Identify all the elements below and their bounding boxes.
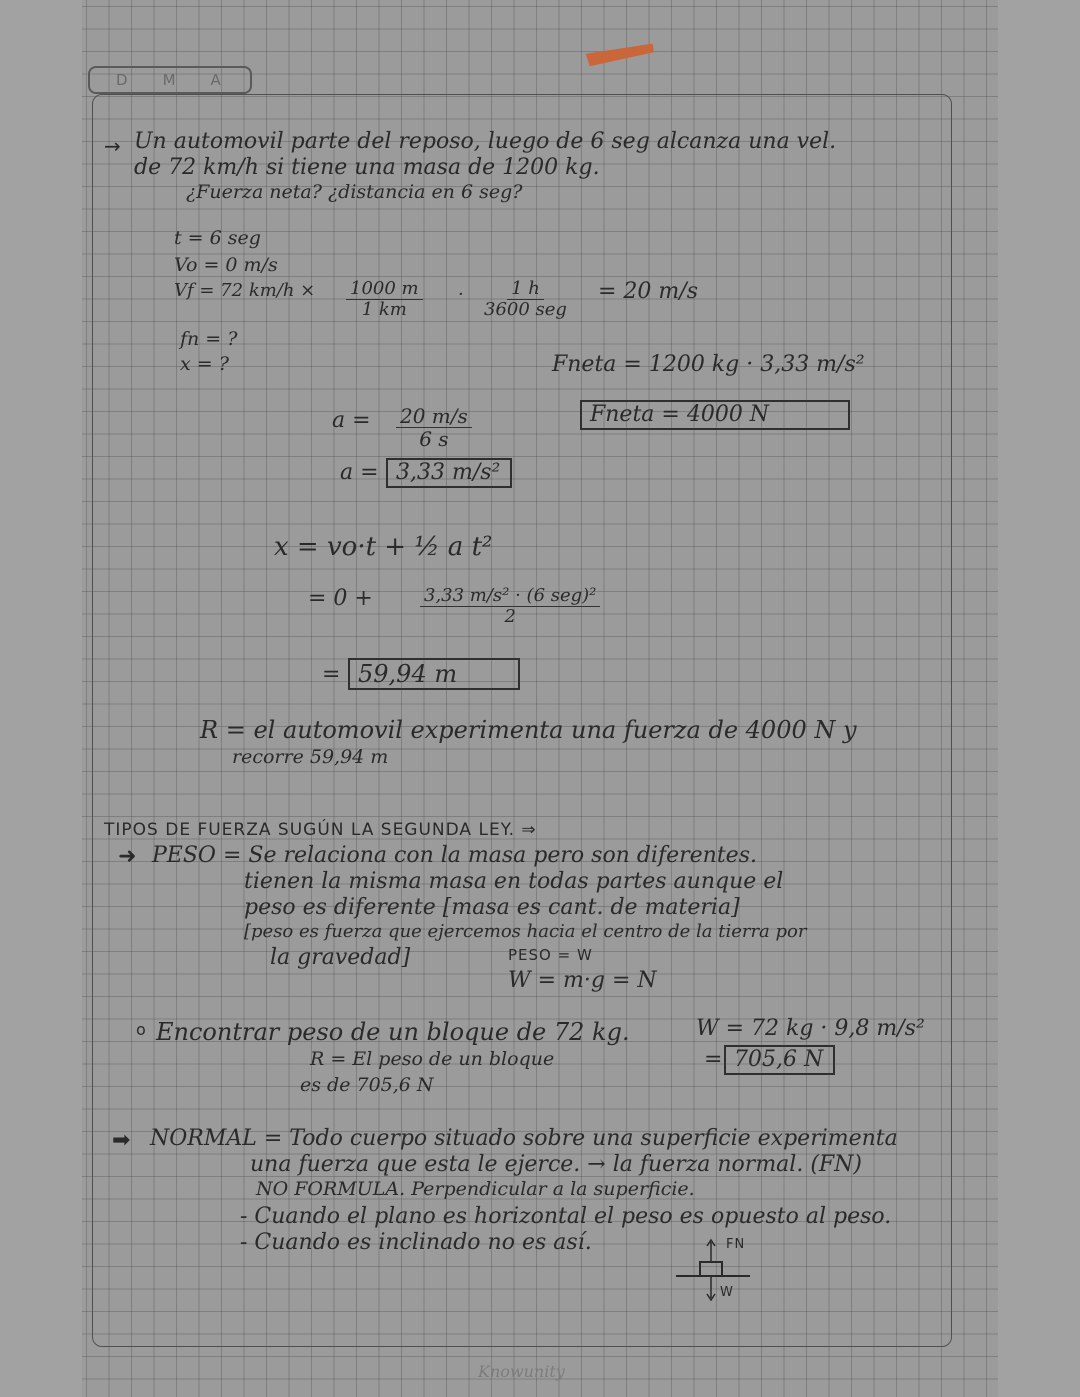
- arrow-icon: ➜: [118, 844, 137, 869]
- distance-step-prefix: = 0 +: [308, 586, 373, 611]
- distance-result-prefix: =: [322, 662, 341, 687]
- data-t: t = 6 seg: [174, 227, 261, 249]
- force-formula: Fneta = 1200 kg · 3,33 m/s²: [552, 352, 865, 377]
- data-fn: fn = ?: [180, 328, 238, 350]
- arrow-icon: →: [104, 134, 121, 158]
- multiply-sign: ·: [458, 284, 464, 305]
- answer-line-2: recorre 59,94 m: [232, 746, 389, 768]
- force-result: Fneta = 4000 N: [580, 400, 850, 430]
- conversion-km: $\frac{1000 m}{1 km}$: [346, 279, 423, 320]
- example-result-prefix: =: [704, 1047, 723, 1072]
- accel-result: 3,33 m/s²: [386, 458, 512, 488]
- date-day: D: [116, 71, 129, 89]
- section-title: TIPOS DE FUERZA SUGÚN LA SEGUNDA LEY. ⇒: [104, 820, 537, 840]
- date-month: M: [162, 71, 177, 89]
- watermark: Knowunity: [478, 1362, 565, 1381]
- normal-line-1: NORMAL = Todo cuerpo situado sobre una superficie experimenta: [150, 1126, 898, 1151]
- normal-line-5: - Cuando es inclinado no es así.: [240, 1230, 592, 1255]
- bullet-icon: o: [136, 1020, 146, 1039]
- arrow-icon: ➡: [112, 1128, 131, 1153]
- conversion-hour: 1 h 3600 seg: [484, 278, 567, 320]
- normal-line-4: - Cuando el plano es horizontal el peso es opuesto al peso.: [240, 1204, 892, 1229]
- example-calc: W = 72 kg · 9,8 m/s²: [696, 1016, 925, 1041]
- example-answer-1: R = El peso de un bloque: [310, 1048, 555, 1070]
- distance-formula: x = vo·t + ½ a t²: [274, 532, 493, 562]
- peso-line-5: la gravedad]: [270, 945, 411, 970]
- data-vo: Vo = 0 m/s: [174, 254, 278, 276]
- peso-line-1: PESO = Se relaciona con la masa pero son diferentes.: [152, 843, 757, 868]
- example-line-1: Encontrar peso de un bloque de 72 kg.: [156, 1018, 630, 1046]
- data-vf: Vf = 72 km/h ×: [174, 280, 316, 301]
- date-box: [88, 66, 252, 94]
- vf-result: = 20 m/s: [598, 279, 698, 304]
- accel-label: a =: [332, 408, 371, 433]
- peso-line-4: [peso es fuerza que ejercemos hacia el centro de la tierra por: [244, 921, 807, 942]
- normal-line-3: NO FORMULA. Perpendicular a la superficie.: [256, 1178, 695, 1200]
- peso-line-3: peso es diferente [masa es cant. de materia]: [244, 895, 740, 920]
- normal-force-diagram: [674, 1236, 764, 1306]
- distance-fraction: 3,33 m/s² · (6 seg)² 2: [420, 586, 600, 627]
- problem-line-3: ¿Fuerza neta? ¿distancia en 6 seg?: [186, 181, 523, 203]
- peso-formula: W = m·g = N: [508, 968, 657, 993]
- normal-line-2: una fuerza que esta le ejerce. → la fuerza normal. (FN): [250, 1152, 863, 1177]
- accel-result-label: a =: [340, 460, 379, 485]
- accel-fraction: $\frac{20 m/s}{6 s}$: [396, 405, 472, 450]
- peso-line-2: tienen la misma masa en todas partes aunque el: [244, 869, 784, 894]
- diagram-fn-label: FN: [726, 1237, 746, 1252]
- diagram-w-label: W: [720, 1285, 734, 1300]
- date-year: A: [210, 71, 222, 89]
- data-x: x = ?: [180, 353, 229, 375]
- distance-result: 59,94 m: [348, 658, 520, 690]
- answer-line-1: R = el automovil experimenta una fuerza de 4000 N y: [200, 716, 857, 744]
- problem-line-1: Un automovil parte del reposo, luego de 6 seg alcanza una vel.: [134, 129, 837, 154]
- example-answer-2: es de 705,6 N: [300, 1074, 434, 1096]
- diagram-block: [700, 1262, 722, 1276]
- peso-def: PESO = W: [508, 946, 593, 964]
- example-result: 705,6 N: [724, 1045, 835, 1075]
- problem-line-2: de 72 km/h si tiene una masa de 1200 kg.: [134, 155, 600, 180]
